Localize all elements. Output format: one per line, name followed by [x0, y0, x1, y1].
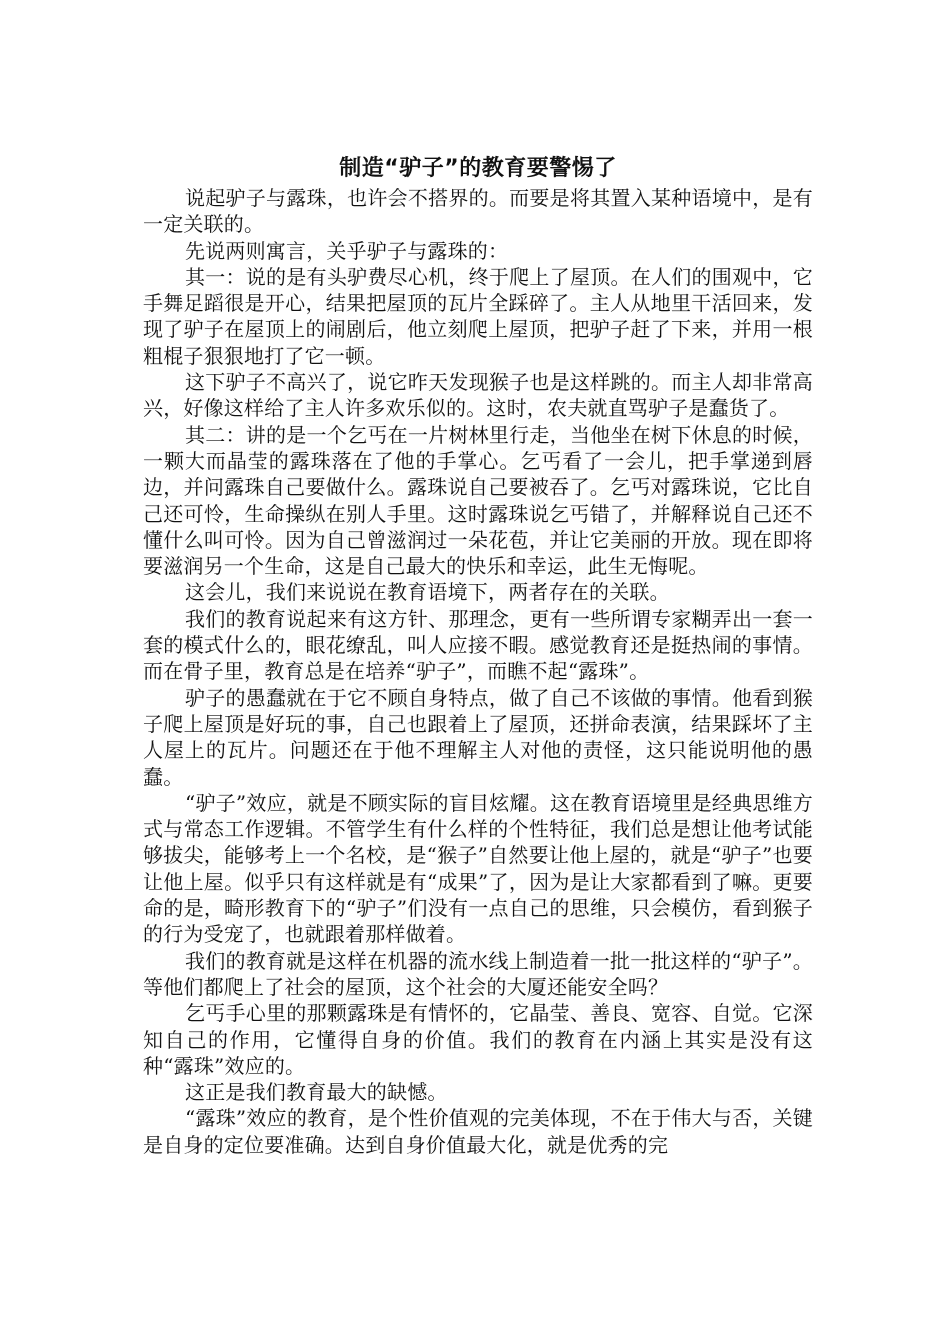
paragraph: 这会儿，我们来说说在教育语境下，两者存在的关联。 — [185, 580, 670, 605]
paragraph: 其一：说的是有头驴费尽心机，终于爬上了屋顶。在人们的围观中，它手舞足蹈很是开心，结果把屋顶的瓦片全踩碎了。主人从地里干活回来，发现了驴子在屋顶上的闹剧后，他立刻爬上屋顶，把驴子赶了下来，并用一根粗棍子狠狠地打了它一顿。 — [143, 264, 813, 368]
paragraph: 我们的教育就是这样在机器的流水线上制造着一批一批这样的“驴子”。等他们都爬上了社会的屋顶，这个社会的大厦还能安全吗？ — [143, 948, 813, 999]
paragraph: 这下驴子不高兴了，说它昨天发现猴子也是这样跳的。而主人却非常高兴，好像这样给了主人许多欢乐似的。这时，农夫就直骂驴子是蠢货了。 — [143, 370, 813, 421]
paragraph: “露珠”效应的教育，是个性价值观的完美体现，不在于伟大与否，关键是自身的定位要准确。达到自身价值最大化，就是优秀的完 — [143, 1106, 813, 1157]
paragraph: “驴子”效应，就是不顾实际的盲目炫耀。这在教育语境里是经典思维方式与常态工作逻辑。不管学生有什么样的个性特征，我们总是想让他考试能够拔尖，能够考上一个名校，是“猴子”自然要让他上屋的，就是“驴子”也要让他上屋。似乎只有这样就是有“成果”了，因为是让大家都看到了嘛。更要命的是，畸形教育下的“驴子”们没有一点自己的思维，只会模仿，看到猴子的行为受宠了，也就跟着那样做着。 — [143, 790, 813, 947]
paragraph: 这正是我们教育最大的缺憾。 — [185, 1080, 448, 1105]
paragraph: 我们的教育说起来有这方针、那理念，更有一些所谓专家糊弄出一套一套的模式什么的，眼花缭乱，叫人应接不暇。感觉教育还是挺热闹的事情。而在骨子里，教育总是在培养“驴子”，而瞧不起“露珠”。 — [143, 606, 813, 684]
paragraph: 先说两则寓言，关乎驴子与露珠的： — [185, 238, 509, 263]
paragraph: 乞丐手心里的那颗露珠是有情怀的，它晶莹、善良、宽容、自觉。它深知自己的作用，它懂得自身的价值。我们的教育在内涵上其实是没有这种“露珠”效应的。 — [143, 1001, 813, 1078]
document-title: 制造“驴子”的教育要警惕了 — [339, 156, 617, 181]
paragraph: 驴子的愚蠢就在于它不顾自身特点，做了自己不该做的事情。他看到猴子爬上屋顶是好玩的事，自己也跟着上了屋顶，还拼命表演，结果踩坏了主人屋上的瓦片。问题还在于他不理解主人对他的责怪，这只能说明他的愚蠢。 — [143, 685, 813, 789]
paragraph: 其二：讲的是一个乞丐在一片树林里行走，当他坐在树下休息的时候，一颗大而晶莹的露珠落在了他的手掌心。乞丐看了一会儿，把手掌递到唇边，并问露珠自己要做什么。露珠说自己要被吞了。乞丐对露珠说，它比自己还可怜，生命操纵在别人手里。这时露珠说乞丐错了，并解释说自己还不懂什么叫可怜。因为自己曾滋润过一朵花苞，并让它美丽的开放。现在即将要滋润另一个生命，这是自己最大的快乐和幸运，此生无悔呢。 — [143, 422, 813, 579]
paragraph: 说起驴子与露珠，也许会不搭界的。而要是将其置入某种语境中，是有一定关联的。 — [143, 186, 813, 237]
document-page — [143, 153, 813, 1158]
